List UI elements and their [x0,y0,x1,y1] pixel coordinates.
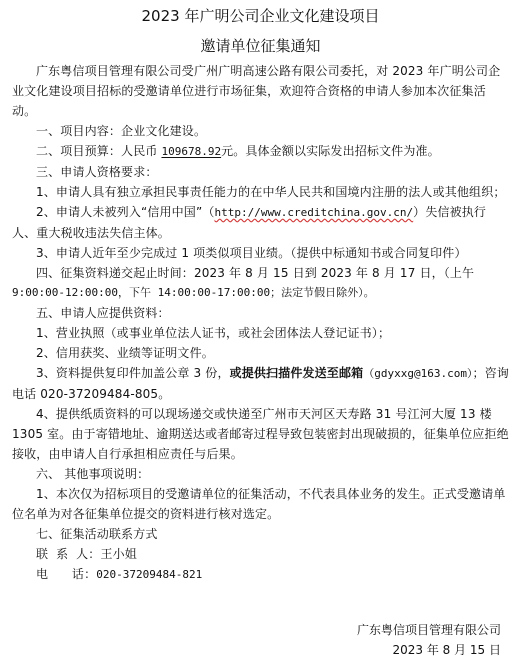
material-3-end: ；咨询电话 020-37209484-805。 [12,366,509,401]
note-1: 1、本次仅为招标项目的受邀请单位的征集活动，不代表具体业务的发生。正式受邀请单位名单为对各征集单位提交的资料进行核对选定。 [12,487,506,521]
contact-phone-row [12,564,509,585]
section-submission-time: 四、征集资料递交起止时间：2023 年 8 月 15 日到 2023 年 8 月 17 日，（上午 [36,266,475,280]
intro-paragraph: 广东粤信项目管理有限公司受广州广明高速公路有限公司委托，对 2023 年广明公司企业文化建设项目招标的受邀请单位进行市场征集，欢迎符合资格的申请人参加本次征集活动。 [12,64,501,118]
qualification-1: 1、申请人具有独立承担民事责任能力的在中华人民共和国境内注册的法人或其他组织； [36,185,506,199]
section-qualifications: 三、申请人资格要求： [36,165,158,179]
document-body [12,61,509,585]
qualification-3: 3、申请人近年至少完成过 1 项类似项目业绩。（提供中标通知书或合同复印件） [36,246,467,260]
contact-person-label: 联 系 人： [36,547,101,561]
contact-person-row [12,544,509,564]
section-other-notes: 六、 其他事项说明： [36,467,150,481]
signer-name: 广东粤信项目管理有限公司 [356,623,501,637]
section-project-content: 一、项目内容：企业文化建设。 [36,124,207,138]
budget-prefix: 二、项目预算：人民币 [36,144,162,158]
section-contact: 七、征集活动联系方式 [36,527,158,541]
material-3-start: 3、资料提供复印件加盖公章 3 份， [36,366,230,380]
material-2: 2、信用获奖、业绩等证明文件。 [36,346,214,360]
contact-person-name: 王小姐 [100,547,137,561]
material-3-bold: 或提供扫描件发送至邮箱 [229,366,364,380]
contact-email[interactable]: （gdyxxg@163.com） [363,367,473,380]
document-subtitle: 邀请单位征集通知 [200,37,321,55]
budget-amount: 109678.92 [161,145,222,158]
submission-time-hours: 9:00:00-12:00:00，下午 14:00:00-17:00:00；法定节假日除外）。 [12,286,375,299]
qualification-2-start: 2、申请人未被列入“信用中国”（ [36,205,215,219]
budget-suffix: 元。具体金额以实际发出招标文件为准。 [221,144,440,158]
contact-phone-label: 电 话： [36,567,97,581]
section-required-materials: 五、申请人应提供资料： [36,306,170,320]
section-budget [12,141,509,162]
document-title: 2023 年广明公司企业文化建设项目 [141,7,380,25]
creditchina-link[interactable]: http://www.creditchina.gov.cn/ [214,206,414,219]
material-1: 1、营业执照（或事业单位法人证书，或社会团体法人登记证书）； [36,326,391,340]
material-3 [12,363,509,404]
sign-date: 2023 年 8 月 15 日 [392,643,501,657]
material-4: 4、提供纸质资料的可以现场递交或快递至广州市天河区天寿路 31 号江河大厦 13 楼 1305 室。由于寄错地址、逾期送达或者邮寄过程导致包装密封出现破损的，征集单位应拒绝接收，由申请人自行承担相应责任与后果。 [12,407,509,461]
qualification-2 [12,202,509,243]
qualification-2-end: ）失信被执行人、重大税收违法失信主体。 [12,205,487,240]
contact-phone-number: 020-37209484-821 [96,568,203,581]
